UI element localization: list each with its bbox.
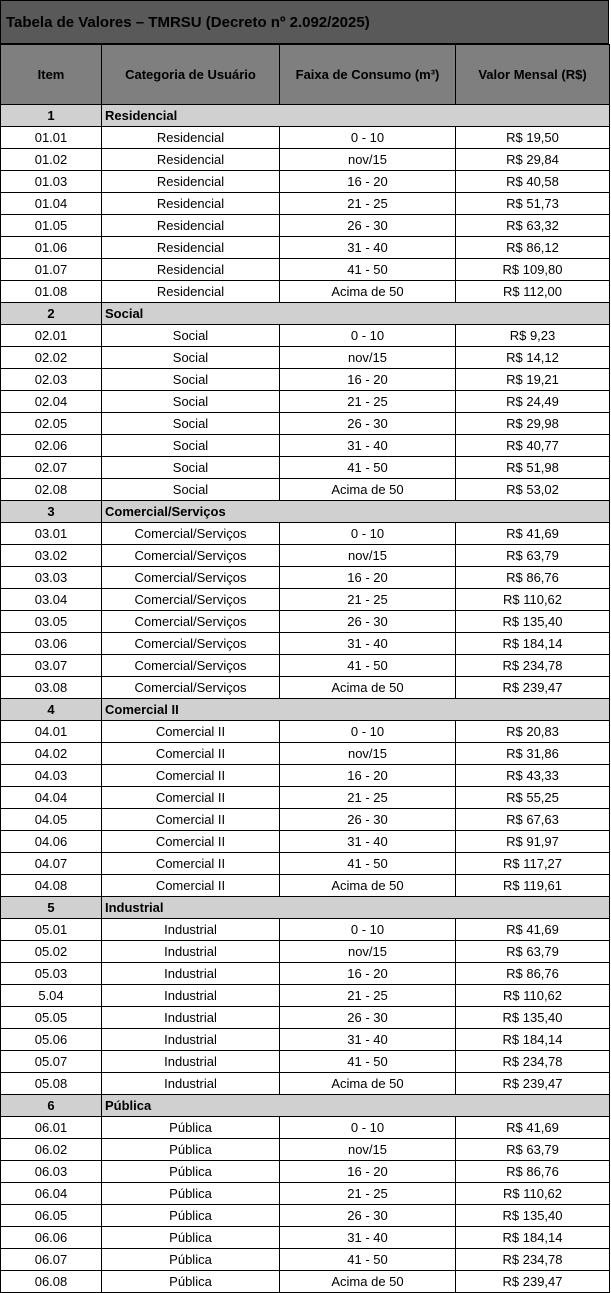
valor-cell: R$ 29,98: [456, 413, 610, 435]
table-row: [1, 875, 610, 897]
table-row: [1, 1161, 610, 1183]
categoria-cell: Residencial: [102, 127, 280, 149]
faixa-cell: 21 - 25: [280, 1183, 456, 1205]
item-cell: 02.02: [1, 347, 102, 369]
table-row: [1, 1007, 610, 1029]
categoria-cell: Residencial: [102, 237, 280, 259]
valor-cell: R$ 20,83: [456, 721, 610, 743]
category-name: Comercial II: [102, 699, 610, 721]
table-row: [1, 743, 610, 765]
item-cell: 06.03: [1, 1161, 102, 1183]
faixa-cell: nov/15: [280, 743, 456, 765]
categoria-cell: Pública: [102, 1227, 280, 1249]
faixa-cell: 21 - 25: [280, 391, 456, 413]
table-row: [1, 1051, 610, 1073]
table-row: [1, 479, 610, 501]
faixa-cell: 41 - 50: [280, 655, 456, 677]
faixa-cell: 16 - 20: [280, 171, 456, 193]
faixa-cell: 41 - 50: [280, 259, 456, 281]
valor-cell: R$ 55,25: [456, 787, 610, 809]
categoria-cell: Industrial: [102, 1007, 280, 1029]
faixa-cell: 41 - 50: [280, 853, 456, 875]
item-cell: 02.06: [1, 435, 102, 457]
item-cell: 5.04: [1, 985, 102, 1007]
valor-cell: R$ 117,27: [456, 853, 610, 875]
table-row: [1, 369, 610, 391]
categoria-cell: Comercial/Serviços: [102, 611, 280, 633]
categoria-cell: Industrial: [102, 919, 280, 941]
valor-cell: R$ 86,12: [456, 237, 610, 259]
faixa-cell: 26 - 30: [280, 1007, 456, 1029]
item-cell: 03.06: [1, 633, 102, 655]
item-cell: 04.02: [1, 743, 102, 765]
table-row: [1, 1249, 610, 1271]
table-row: [1, 413, 610, 435]
item-cell: 04.06: [1, 831, 102, 853]
categoria-cell: Pública: [102, 1183, 280, 1205]
categoria-cell: Social: [102, 347, 280, 369]
valor-cell: R$ 135,40: [456, 1205, 610, 1227]
table-row: [1, 1271, 610, 1293]
item-cell: 04.08: [1, 875, 102, 897]
category-number: 1: [1, 105, 102, 127]
valor-cell: R$ 110,62: [456, 985, 610, 1007]
table-row: [1, 171, 610, 193]
categoria-cell: Comercial II: [102, 787, 280, 809]
valor-cell: R$ 29,84: [456, 149, 610, 171]
item-cell: 06.04: [1, 1183, 102, 1205]
valor-cell: R$ 109,80: [456, 259, 610, 281]
item-cell: 04.04: [1, 787, 102, 809]
valor-cell: R$ 63,79: [456, 1139, 610, 1161]
categoria-cell: Comercial/Serviços: [102, 677, 280, 699]
table-row: [1, 655, 610, 677]
valor-cell: R$ 43,33: [456, 765, 610, 787]
item-cell: 03.05: [1, 611, 102, 633]
categoria-cell: Industrial: [102, 1029, 280, 1051]
faixa-cell: 26 - 30: [280, 215, 456, 237]
item-cell: 05.03: [1, 963, 102, 985]
category-row: [1, 303, 610, 325]
categoria-cell: Social: [102, 479, 280, 501]
faixa-cell: 21 - 25: [280, 589, 456, 611]
categoria-cell: Residencial: [102, 215, 280, 237]
categoria-cell: Comercial II: [102, 743, 280, 765]
category-name: Comercial/Serviços: [102, 501, 610, 523]
item-cell: 03.04: [1, 589, 102, 611]
category-name: Social: [102, 303, 610, 325]
faixa-cell: 0 - 10: [280, 523, 456, 545]
categoria-cell: Industrial: [102, 941, 280, 963]
categoria-cell: Social: [102, 369, 280, 391]
faixa-cell: nov/15: [280, 545, 456, 567]
faixa-cell: 0 - 10: [280, 1117, 456, 1139]
table-row: [1, 721, 610, 743]
categoria-cell: Comercial/Serviços: [102, 523, 280, 545]
categoria-cell: Social: [102, 435, 280, 457]
faixa-cell: Acima de 50: [280, 1073, 456, 1095]
table-row: [1, 1183, 610, 1205]
valor-cell: R$ 110,62: [456, 1183, 610, 1205]
categoria-cell: Industrial: [102, 1073, 280, 1095]
valor-cell: R$ 63,79: [456, 941, 610, 963]
table-row: [1, 765, 610, 787]
valor-cell: R$ 41,69: [456, 1117, 610, 1139]
faixa-cell: nov/15: [280, 1139, 456, 1161]
valor-cell: R$ 41,69: [456, 919, 610, 941]
categoria-cell: Comercial/Serviços: [102, 655, 280, 677]
categoria-cell: Residencial: [102, 171, 280, 193]
table-row: [1, 259, 610, 281]
valor-cell: R$ 135,40: [456, 611, 610, 633]
categoria-cell: Social: [102, 325, 280, 347]
table-row: [1, 1073, 610, 1095]
item-cell: 01.07: [1, 259, 102, 281]
table-title: Tabela de Valores – TMRSU (Decreto nº 2.092/2025): [0, 0, 609, 44]
table-row: [1, 1139, 610, 1161]
table-row: [1, 391, 610, 413]
valor-cell: R$ 91,97: [456, 831, 610, 853]
tariff-table: [0, 44, 610, 1293]
faixa-cell: nov/15: [280, 149, 456, 171]
valor-cell: R$ 239,47: [456, 677, 610, 699]
item-cell: 04.05: [1, 809, 102, 831]
table-row: [1, 633, 610, 655]
item-cell: 06.01: [1, 1117, 102, 1139]
categoria-cell: Social: [102, 391, 280, 413]
item-cell: 02.03: [1, 369, 102, 391]
item-cell: 01.02: [1, 149, 102, 171]
table-row: [1, 545, 610, 567]
table-row: [1, 325, 610, 347]
valor-cell: R$ 19,21: [456, 369, 610, 391]
categoria-cell: Comercial II: [102, 721, 280, 743]
header-row: [1, 45, 610, 105]
categoria-cell: Comercial II: [102, 831, 280, 853]
table-row: [1, 435, 610, 457]
categoria-cell: Residencial: [102, 259, 280, 281]
header-valor: Valor Mensal (R$): [456, 45, 610, 105]
category-row: [1, 897, 610, 919]
category-number: 4: [1, 699, 102, 721]
categoria-cell: Pública: [102, 1161, 280, 1183]
category-name: Industrial: [102, 897, 610, 919]
faixa-cell: 0 - 10: [280, 127, 456, 149]
category-number: 2: [1, 303, 102, 325]
table-row: [1, 457, 610, 479]
category-name: Residencial: [102, 105, 610, 127]
categoria-cell: Comercial II: [102, 875, 280, 897]
faixa-cell: 0 - 10: [280, 325, 456, 347]
item-cell: 06.05: [1, 1205, 102, 1227]
valor-cell: R$ 41,69: [456, 523, 610, 545]
faixa-cell: 0 - 10: [280, 919, 456, 941]
item-cell: 06.06: [1, 1227, 102, 1249]
faixa-cell: 26 - 30: [280, 809, 456, 831]
item-cell: 01.03: [1, 171, 102, 193]
faixa-cell: 31 - 40: [280, 435, 456, 457]
item-cell: 03.07: [1, 655, 102, 677]
table-row: [1, 127, 610, 149]
table-row: [1, 853, 610, 875]
item-cell: 02.01: [1, 325, 102, 347]
faixa-cell: 41 - 50: [280, 457, 456, 479]
table-row: [1, 1029, 610, 1051]
table-row: [1, 567, 610, 589]
categoria-cell: Pública: [102, 1117, 280, 1139]
faixa-cell: 31 - 40: [280, 237, 456, 259]
item-cell: 02.08: [1, 479, 102, 501]
item-cell: 02.04: [1, 391, 102, 413]
categoria-cell: Comercial/Serviços: [102, 567, 280, 589]
table-row: [1, 523, 610, 545]
valor-cell: R$ 63,32: [456, 215, 610, 237]
category-row: [1, 1095, 610, 1117]
categoria-cell: Social: [102, 413, 280, 435]
faixa-cell: 41 - 50: [280, 1249, 456, 1271]
category-row: [1, 105, 610, 127]
faixa-cell: Acima de 50: [280, 281, 456, 303]
table-row: [1, 215, 610, 237]
categoria-cell: Pública: [102, 1271, 280, 1293]
faixa-cell: nov/15: [280, 941, 456, 963]
item-cell: 05.07: [1, 1051, 102, 1073]
valor-cell: R$ 184,14: [456, 1029, 610, 1051]
table-row: [1, 787, 610, 809]
table-row: [1, 347, 610, 369]
categoria-cell: Pública: [102, 1249, 280, 1271]
faixa-cell: 41 - 50: [280, 1051, 456, 1073]
category-number: 5: [1, 897, 102, 919]
category-row: [1, 699, 610, 721]
faixa-cell: Acima de 50: [280, 479, 456, 501]
item-cell: 05.02: [1, 941, 102, 963]
valor-cell: R$ 40,58: [456, 171, 610, 193]
valor-cell: R$ 9,23: [456, 325, 610, 347]
valor-cell: R$ 135,40: [456, 1007, 610, 1029]
categoria-cell: Comercial/Serviços: [102, 633, 280, 655]
valor-cell: R$ 112,00: [456, 281, 610, 303]
valor-cell: R$ 31,86: [456, 743, 610, 765]
table-row: [1, 1205, 610, 1227]
valor-cell: R$ 110,62: [456, 589, 610, 611]
header-faixa: Faixa de Consumo (m³): [280, 45, 456, 105]
categoria-cell: Comercial II: [102, 765, 280, 787]
item-cell: 06.08: [1, 1271, 102, 1293]
faixa-cell: 16 - 20: [280, 369, 456, 391]
category-number: 6: [1, 1095, 102, 1117]
item-cell: 03.03: [1, 567, 102, 589]
categoria-cell: Industrial: [102, 963, 280, 985]
faixa-cell: nov/15: [280, 347, 456, 369]
valor-cell: R$ 40,77: [456, 435, 610, 457]
table-row: [1, 963, 610, 985]
valor-cell: R$ 234,78: [456, 1249, 610, 1271]
item-cell: 02.05: [1, 413, 102, 435]
faixa-cell: 16 - 20: [280, 963, 456, 985]
valor-cell: R$ 86,76: [456, 963, 610, 985]
valor-cell: R$ 234,78: [456, 655, 610, 677]
categoria-cell: Industrial: [102, 1051, 280, 1073]
valor-cell: R$ 24,49: [456, 391, 610, 413]
table-row: [1, 611, 610, 633]
valor-cell: R$ 86,76: [456, 1161, 610, 1183]
faixa-cell: 26 - 30: [280, 413, 456, 435]
header-item: Item: [1, 45, 102, 105]
valor-cell: R$ 14,12: [456, 347, 610, 369]
category-name: Pública: [102, 1095, 610, 1117]
valor-cell: R$ 184,14: [456, 1227, 610, 1249]
item-cell: 06.02: [1, 1139, 102, 1161]
category-row: [1, 501, 610, 523]
item-cell: 03.01: [1, 523, 102, 545]
item-cell: 04.01: [1, 721, 102, 743]
categoria-cell: Industrial: [102, 985, 280, 1007]
table-row: [1, 831, 610, 853]
categoria-cell: Comercial II: [102, 809, 280, 831]
table-body: [1, 105, 610, 1293]
faixa-cell: Acima de 50: [280, 1271, 456, 1293]
table-row: [1, 1227, 610, 1249]
valor-cell: R$ 51,98: [456, 457, 610, 479]
valor-cell: R$ 239,47: [456, 1073, 610, 1095]
faixa-cell: Acima de 50: [280, 677, 456, 699]
item-cell: 05.01: [1, 919, 102, 941]
item-cell: 01.01: [1, 127, 102, 149]
table-row: [1, 809, 610, 831]
table-row: [1, 281, 610, 303]
faixa-cell: 21 - 25: [280, 787, 456, 809]
categoria-cell: Residencial: [102, 281, 280, 303]
category-number: 3: [1, 501, 102, 523]
valor-cell: R$ 19,50: [456, 127, 610, 149]
faixa-cell: 21 - 25: [280, 985, 456, 1007]
faixa-cell: 31 - 40: [280, 633, 456, 655]
categoria-cell: Social: [102, 457, 280, 479]
faixa-cell: Acima de 50: [280, 875, 456, 897]
categoria-cell: Pública: [102, 1205, 280, 1227]
item-cell: 03.02: [1, 545, 102, 567]
table-row: [1, 919, 610, 941]
categoria-cell: Comercial/Serviços: [102, 545, 280, 567]
item-cell: 05.06: [1, 1029, 102, 1051]
table-row: [1, 193, 610, 215]
categoria-cell: Comercial/Serviços: [102, 589, 280, 611]
faixa-cell: 16 - 20: [280, 1161, 456, 1183]
categoria-cell: Residencial: [102, 149, 280, 171]
table-row: [1, 941, 610, 963]
item-cell: 01.08: [1, 281, 102, 303]
item-cell: 05.05: [1, 1007, 102, 1029]
faixa-cell: 16 - 20: [280, 567, 456, 589]
faixa-cell: 26 - 30: [280, 1205, 456, 1227]
item-cell: 04.03: [1, 765, 102, 787]
categoria-cell: Residencial: [102, 193, 280, 215]
item-cell: 02.07: [1, 457, 102, 479]
item-cell: 01.04: [1, 193, 102, 215]
faixa-cell: 31 - 40: [280, 1227, 456, 1249]
table-row: [1, 1117, 610, 1139]
item-cell: 04.07: [1, 853, 102, 875]
faixa-cell: 31 - 40: [280, 831, 456, 853]
categoria-cell: Pública: [102, 1139, 280, 1161]
item-cell: 01.06: [1, 237, 102, 259]
valor-cell: R$ 184,14: [456, 633, 610, 655]
table-row: [1, 589, 610, 611]
faixa-cell: 21 - 25: [280, 193, 456, 215]
header-categoria: Categoria de Usuário: [102, 45, 280, 105]
valor-cell: R$ 53,02: [456, 479, 610, 501]
item-cell: 05.08: [1, 1073, 102, 1095]
valor-cell: R$ 239,47: [456, 1271, 610, 1293]
faixa-cell: 31 - 40: [280, 1029, 456, 1051]
categoria-cell: Comercial II: [102, 853, 280, 875]
valor-cell: R$ 119,61: [456, 875, 610, 897]
faixa-cell: 0 - 10: [280, 721, 456, 743]
table-row: [1, 677, 610, 699]
item-cell: 01.05: [1, 215, 102, 237]
valor-cell: R$ 63,79: [456, 545, 610, 567]
faixa-cell: 26 - 30: [280, 611, 456, 633]
valor-cell: R$ 51,73: [456, 193, 610, 215]
table-row: [1, 149, 610, 171]
table-row: [1, 237, 610, 259]
valor-cell: R$ 234,78: [456, 1051, 610, 1073]
item-cell: 06.07: [1, 1249, 102, 1271]
table-row: [1, 985, 610, 1007]
valor-cell: R$ 67,63: [456, 809, 610, 831]
item-cell: 03.08: [1, 677, 102, 699]
valor-cell: R$ 86,76: [456, 567, 610, 589]
faixa-cell: 16 - 20: [280, 765, 456, 787]
